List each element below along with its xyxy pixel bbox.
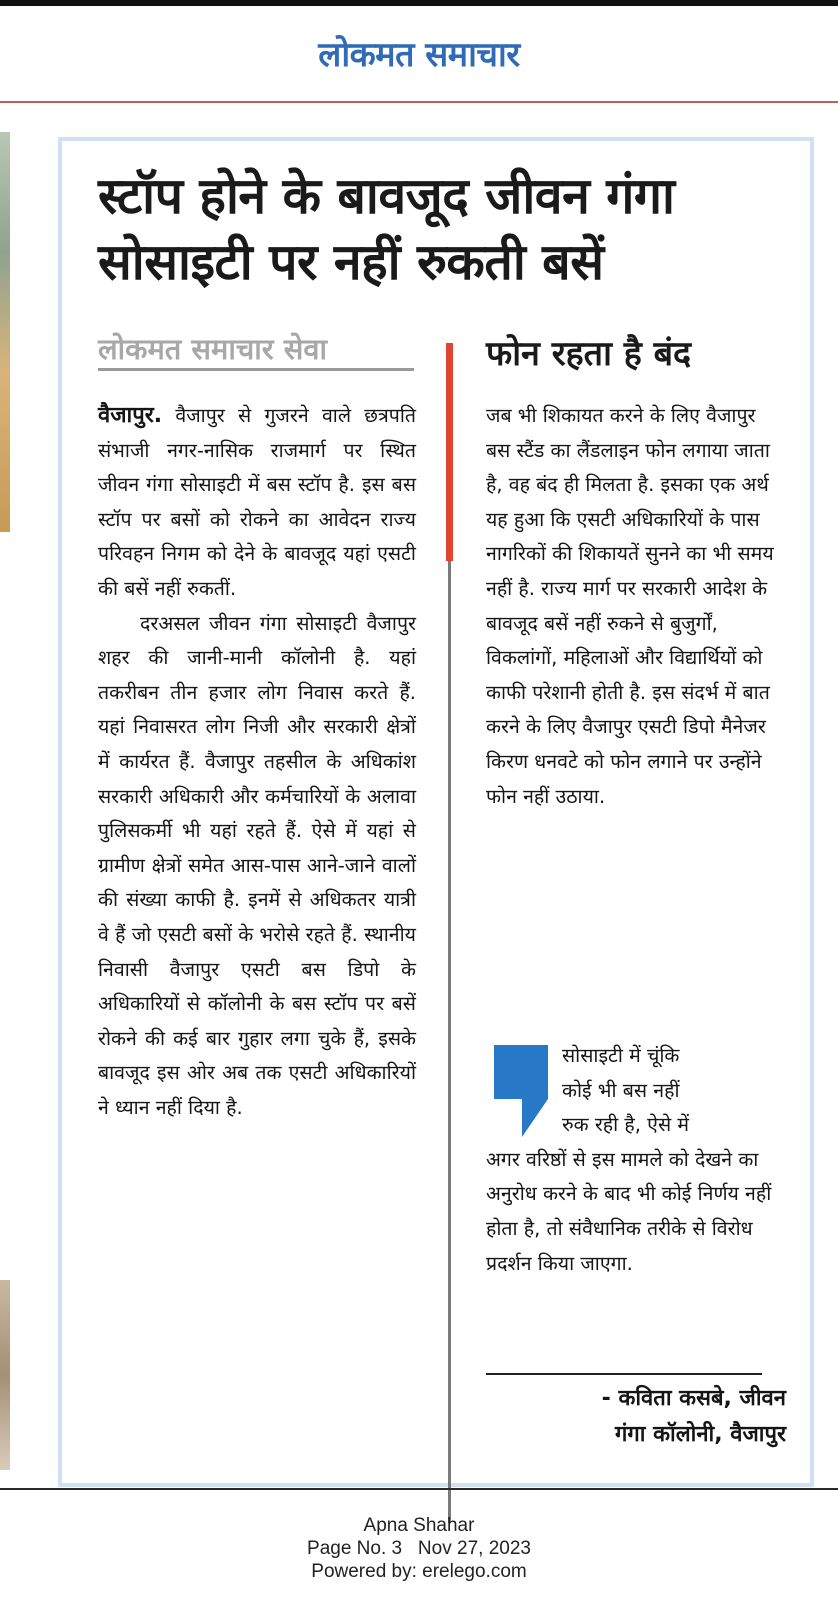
paragraph-1-text: वैजापुर से गुजरने वाले छत्रपति संभाजी नगर-नासिक राजमार्ग पर स्थित जीवन गंगा सोसाइटी में बस स्टॉप है. इस बस स्टॉप पर बसों को रोकने का आवेदन राज्य परिवहन निगम को देने के बावजूद यहां एसटी की बसें नहीं रुकतीं. bbox=[98, 404, 416, 600]
pull-quote-line-1: सोसाइटी में चूंकि bbox=[562, 1044, 680, 1067]
footer-edition: Apna Shahar bbox=[363, 1515, 475, 1536]
masthead-rule bbox=[0, 101, 838, 103]
adjacent-article-edge bbox=[0, 738, 10, 1208]
page-footer bbox=[0, 1514, 838, 1583]
attribution-line-2: गंगा कॉलोनी, वैजापुर bbox=[614, 1422, 786, 1447]
footer-powered-by[interactable]: Powered by: erelego.com bbox=[311, 1561, 527, 1582]
article-paragraph-1 bbox=[98, 399, 416, 607]
sidebar-body: जब भी शिकायत करने के लिए वैजापुर बस स्टैंड का लैंडलाइन फोन लगाया जाता है, वह बंद ही मिलता है. इसका एक अर्थ यह हुआ कि एसटी अधिकारियों के पास नागरिकों की शिकायतें सुनने का भी समय नहीं है. राज्य मार्ग पर सरकारी आदेश के बावजूद बसें नहीं रुकने से बुजुर्गों, विकलांगों, महिलाओं और विद्यार्थियों को काफी परेशानी होती है. इस संदर्भ में बात करने के लिए वैजापुर एसटी डिपो मैनेजर किरण धनवटे को फोन लगाने पर उन्होंने फोन नहीं उठाया. bbox=[486, 404, 774, 808]
quote-attribution bbox=[486, 1381, 786, 1453]
attribution-line-1: - कविता कसबे, जीवन bbox=[601, 1386, 786, 1411]
article-clipping bbox=[58, 137, 814, 1487]
article-paragraph-2: दरअसल जीवन गंगा सोसाइटी वैजापुर शहर की जानी-मानी कॉलोनी है. यहां तकरीबन तीन हजार लोग निवास करते हैं. यहां निवासरत लोग निजी और सरकारी क्षेत्रों में कार्यरत हैं. वैजापुर तहसील के अधिकांश सरकारी अधिकारी और कर्मचारियों के अलावा पुलिसकर्मी भी यहां रहते हैं. ऐसे में यहां से ग्रामीण क्षेत्रों समेत आस-पास आने-जाने वालों की संख्या काफी है. इनमें से अधिकतर यात्री वे हैं जो एसटी बसों के भरोसे रहते हैं. स्थानीय निवासी वैजापुर एसटी बस डिपो के अधिकारियों से कॉलोनी के बस स्टॉप पर बसें रोकने की कई बार गुहार लगा चुके हैं, इसके बावजूद इस ओर अब तक एसटी अधिकारियों ने ध्यान नहीं दिया है. bbox=[98, 611, 416, 1119]
footer-page-date: Page No. 3 Nov 27, 2023 bbox=[307, 1538, 531, 1559]
pull-quote bbox=[486, 1039, 786, 1281]
sidebar-heading: फोन रहता है बंद bbox=[486, 334, 692, 374]
pull-quote-line-2: कोई भी बस नहीं bbox=[562, 1078, 680, 1102]
main-article-column bbox=[98, 399, 416, 1125]
article-headline: स्टॉप होने के बावजूद जीवन गंगा सोसाइटी पर नहीं रुकती बसें bbox=[98, 167, 675, 291]
adjacent-photo-edge bbox=[0, 132, 10, 532]
footer-rule bbox=[0, 1488, 838, 1490]
adjacent-photo-edge-lower bbox=[0, 1280, 10, 1470]
masthead: लोकमत समाचार bbox=[318, 35, 520, 75]
column-divider-accent bbox=[446, 343, 453, 561]
pull-quote-rest: अगर वरिष्ठों से इस मामले को देखने का अनुरोध करने के बाद भी कोई निर्णय नहीं होता है, तो संवैधानिक तरीके से विरोध प्रदर्शन किया जाएगा. bbox=[486, 1147, 772, 1275]
byline: लोकमत समाचार सेवा bbox=[98, 329, 414, 371]
pull-quote-line-3: रुक रही है, ऐसे में bbox=[562, 1113, 689, 1137]
top-border bbox=[0, 0, 838, 6]
dateline: वैजापुर. bbox=[98, 403, 163, 428]
quote-rule bbox=[486, 1373, 762, 1375]
